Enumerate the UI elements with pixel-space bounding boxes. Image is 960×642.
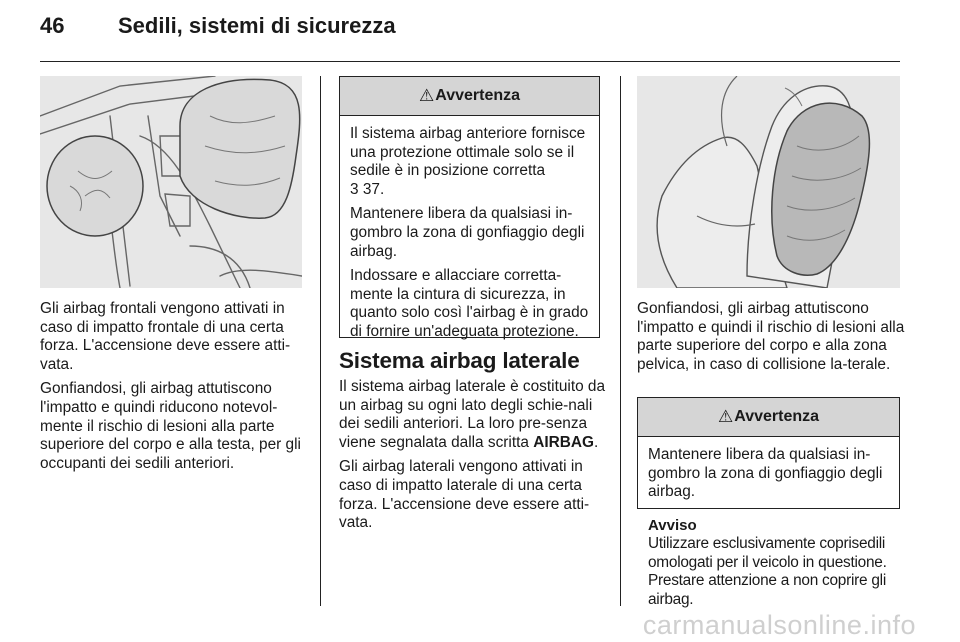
warning-title: Avvertenza bbox=[435, 87, 521, 104]
middle-column-text bbox=[339, 378, 607, 539]
warning-body bbox=[638, 437, 899, 514]
warning-paragraph: Mantenere libera da qualsiasi in-gombro la zona di gonfiaggio degli airbag. bbox=[350, 205, 585, 260]
paragraph bbox=[339, 378, 607, 452]
warning-header bbox=[638, 398, 899, 437]
side-airbag-illustration bbox=[637, 76, 900, 288]
header-rule bbox=[40, 61, 900, 62]
paragraph-period: . bbox=[593, 433, 599, 451]
paragraph: Gonfiandosi, gli airbag attutiscono l'impatto e quindi il rischio di lesioni alla parte superiore del corpo e alla zona pelvica, in caso di collisione la-terale. bbox=[637, 300, 905, 373]
warning-body bbox=[340, 116, 599, 354]
page-title: Sedili, sistemi di sicurezza bbox=[118, 13, 396, 38]
side-airbag-drawing bbox=[637, 76, 900, 288]
page-number: 46 bbox=[40, 13, 65, 38]
left-column-text bbox=[40, 300, 308, 479]
warning-paragraph: Mantenere libera da qualsiasi in-gombro la zona di gonfiaggio degli airbag. bbox=[648, 446, 883, 501]
warning-box-front bbox=[339, 76, 600, 338]
page-reference: 37. bbox=[362, 180, 385, 198]
right-column-text bbox=[637, 300, 905, 380]
paragraph: Gli airbag frontali vengono attivati in caso di impatto frontale di una certa forza. L'accensione deve essere atti-vata. bbox=[40, 300, 291, 373]
paragraph: Utilizzare esclusivamente coprisedili omologati per il veicolo in questione. Prestare attenzione a non coprire gli airbag. bbox=[648, 535, 887, 608]
page-reference-icon: 3 bbox=[350, 180, 359, 198]
warning-text: Il sistema airbag anteriore fornisce una protezione ottimale solo se il sedile è in posizione corretta bbox=[350, 125, 586, 180]
warning-box-side bbox=[637, 397, 900, 509]
warning-title: Avvertenza bbox=[734, 408, 820, 425]
warning-triangle-icon: ⚠ bbox=[418, 86, 435, 105]
column-divider-left bbox=[320, 76, 321, 606]
paragraph: Gonfiandosi, gli airbag attutiscono l'impatto e quindi riducono notevol-mente il rischio di lesioni alla parte superiore del corpo e alla testa, per gli occupanti dei sedili anteriori. bbox=[40, 380, 301, 472]
airbag-label: AIRBAG bbox=[533, 433, 594, 451]
paragraph-text: Il sistema airbag laterale è costituito da un airbag su ogni lato degli schie-nali dei sedili anteriori. La loro pre-senza viene segnalata dalla scritta bbox=[339, 378, 606, 451]
warning-triangle-icon: ⚠ bbox=[717, 407, 734, 426]
column-divider-right bbox=[620, 76, 621, 606]
warning-header bbox=[340, 77, 599, 116]
front-airbag-illustration bbox=[40, 76, 302, 288]
section-title: Sistema airbag laterale bbox=[339, 348, 580, 373]
note-text bbox=[648, 535, 908, 615]
front-airbag-drawing bbox=[40, 76, 302, 288]
note-title: Avviso bbox=[648, 517, 697, 534]
paragraph: Gli airbag laterali vengono attivati in caso di impatto laterale di una certa forza. L'accensione deve essere atti-vata. bbox=[339, 458, 590, 532]
warning-paragraph: Indossare e allacciare corretta-mente la cintura di sicurezza, in quanto solo così l'airbag è in grado di fornire un'adeguata protezione. bbox=[350, 267, 589, 340]
watermark: carmanualsonline.info bbox=[642, 610, 916, 640]
warning-paragraph bbox=[350, 125, 591, 199]
